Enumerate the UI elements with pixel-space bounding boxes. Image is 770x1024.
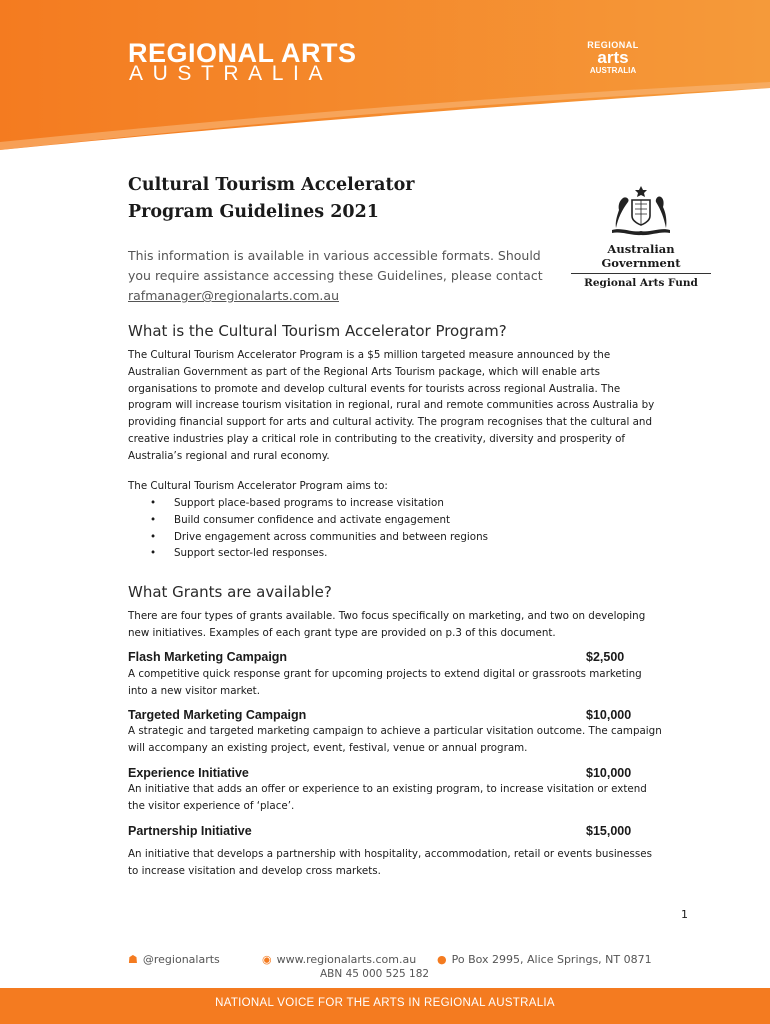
aims-intro: The Cultural Tourism Accelerator Program aims to: [128, 480, 388, 492]
grant-heading-targeted [128, 708, 640, 722]
accessibility-text: This information is available in various accessible formats. Should you require assistance accessing these Guidelines, please contact [128, 248, 543, 283]
social-handle: @regionalarts [142, 953, 220, 966]
coat-of-arms-icon [606, 184, 676, 236]
title-line-2: Program Guidelines 2021 [128, 202, 379, 222]
page-number: 1 [681, 908, 688, 921]
abn-number: ABN 45 000 525 182 [320, 968, 430, 980]
grant-amount: $15,000 [586, 824, 632, 838]
footer-social[interactable] [128, 953, 220, 966]
grant-description: A competitive quick response grant for upcoming projects to extend digital or grassroots marketing into a new visitor market. [128, 668, 642, 697]
title-line-1: Cultural Tourism Accelerator [128, 175, 415, 195]
logo-mid-text: arts [597, 48, 629, 67]
list-item: • Support place-based programs to increase visitation [150, 495, 488, 512]
list-item: • Build consumer confidence and activate engagement [150, 512, 488, 529]
footer-website[interactable] [262, 953, 416, 966]
grants-description: There are four types of grants available. Two focus specifically on marketing, and two on developing new initiatives. Examples of each grant type are provided on p.3 of this document. [128, 610, 646, 639]
logo-top-text: REGIONAL [587, 40, 639, 50]
location-pin-icon: ● [437, 953, 447, 966]
section-heading-grants: What Grants are available? [128, 583, 332, 601]
grant-amount: $10,000 [586, 766, 632, 780]
grant-name: Experience Initiative [128, 766, 249, 780]
aims-list [150, 495, 488, 562]
government-divider [571, 273, 711, 274]
grant-heading-partnership [128, 824, 640, 838]
grant-description: A strategic and targeted marketing campaign to achieve a particular visitation outcome. The campaign will accompany an existing project, event, festival, venue or annual program. [128, 725, 662, 754]
footer-tagline: NATIONAL VOICE FOR THE ARTS IN REGIONAL AUSTRALIA [215, 997, 555, 1009]
social-icon: ☗ [128, 953, 138, 966]
contact-email-link[interactable]: rafmanager@regionalarts.com.au [128, 288, 339, 303]
postal-address: Po Box 2995, Alice Springs, NT 0871 [451, 953, 652, 966]
program-description: The Cultural Tourism Accelerator Program is a $5 million targeted measure announced by the Australian Government as part of the Regional Arts Tourism package, which will enable arts organisations to promote and develop cultural events for tourists across regional Australia. The program will increase tourism visitation in regional, rural and remote communities across Australia by providing financial support for arts and cultural activity. The program recognises that the cultural and creative industries play a critical role in contributing to the creativity, diversity and prosperity of Australia’s regional and rural economy. [128, 349, 655, 462]
globe-icon: ◉ [262, 953, 272, 966]
list-item: • Support sector-led responses. [150, 545, 488, 562]
page-header [0, 0, 770, 150]
footer-address [437, 953, 652, 966]
header-background [0, 0, 770, 150]
accessibility-note [128, 246, 548, 306]
brand-name: REGIONAL ARTS [128, 38, 357, 68]
website-url: www.regionalarts.com.au [276, 953, 417, 966]
grant-heading-flash [128, 650, 640, 664]
grant-description: An initiative that adds an offer or experience to an existing program, to increase visitation or extend the visitor experience of ‘place’. [128, 783, 647, 812]
regional-arts-logo [580, 40, 646, 76]
government-logo [566, 184, 716, 289]
government-title: Australian Government [601, 242, 681, 270]
grant-description: An initiative that develops a partnership with hospitality, accommodation, retail or events businesses to increase visitation and develop cross markets. [128, 848, 652, 877]
grant-heading-experience [128, 766, 640, 780]
brand-country: AUSTRALIA [129, 62, 333, 85]
grant-amount: $2,500 [586, 650, 625, 664]
grant-name: Flash Marketing Campaign [128, 650, 288, 664]
grant-amount: $10,000 [586, 708, 632, 722]
logo-bottom-text: AUSTRALIA [589, 66, 637, 75]
list-item: • Drive engagement across communities and between regions [150, 529, 488, 546]
grant-name: Partnership Initiative [128, 824, 252, 838]
document-title [128, 172, 415, 226]
grant-name: Targeted Marketing Campaign [128, 708, 307, 722]
section-heading-program: What is the Cultural Tourism Accelerator Program? [128, 322, 507, 340]
government-subtitle: Regional Arts Fund [584, 277, 698, 289]
